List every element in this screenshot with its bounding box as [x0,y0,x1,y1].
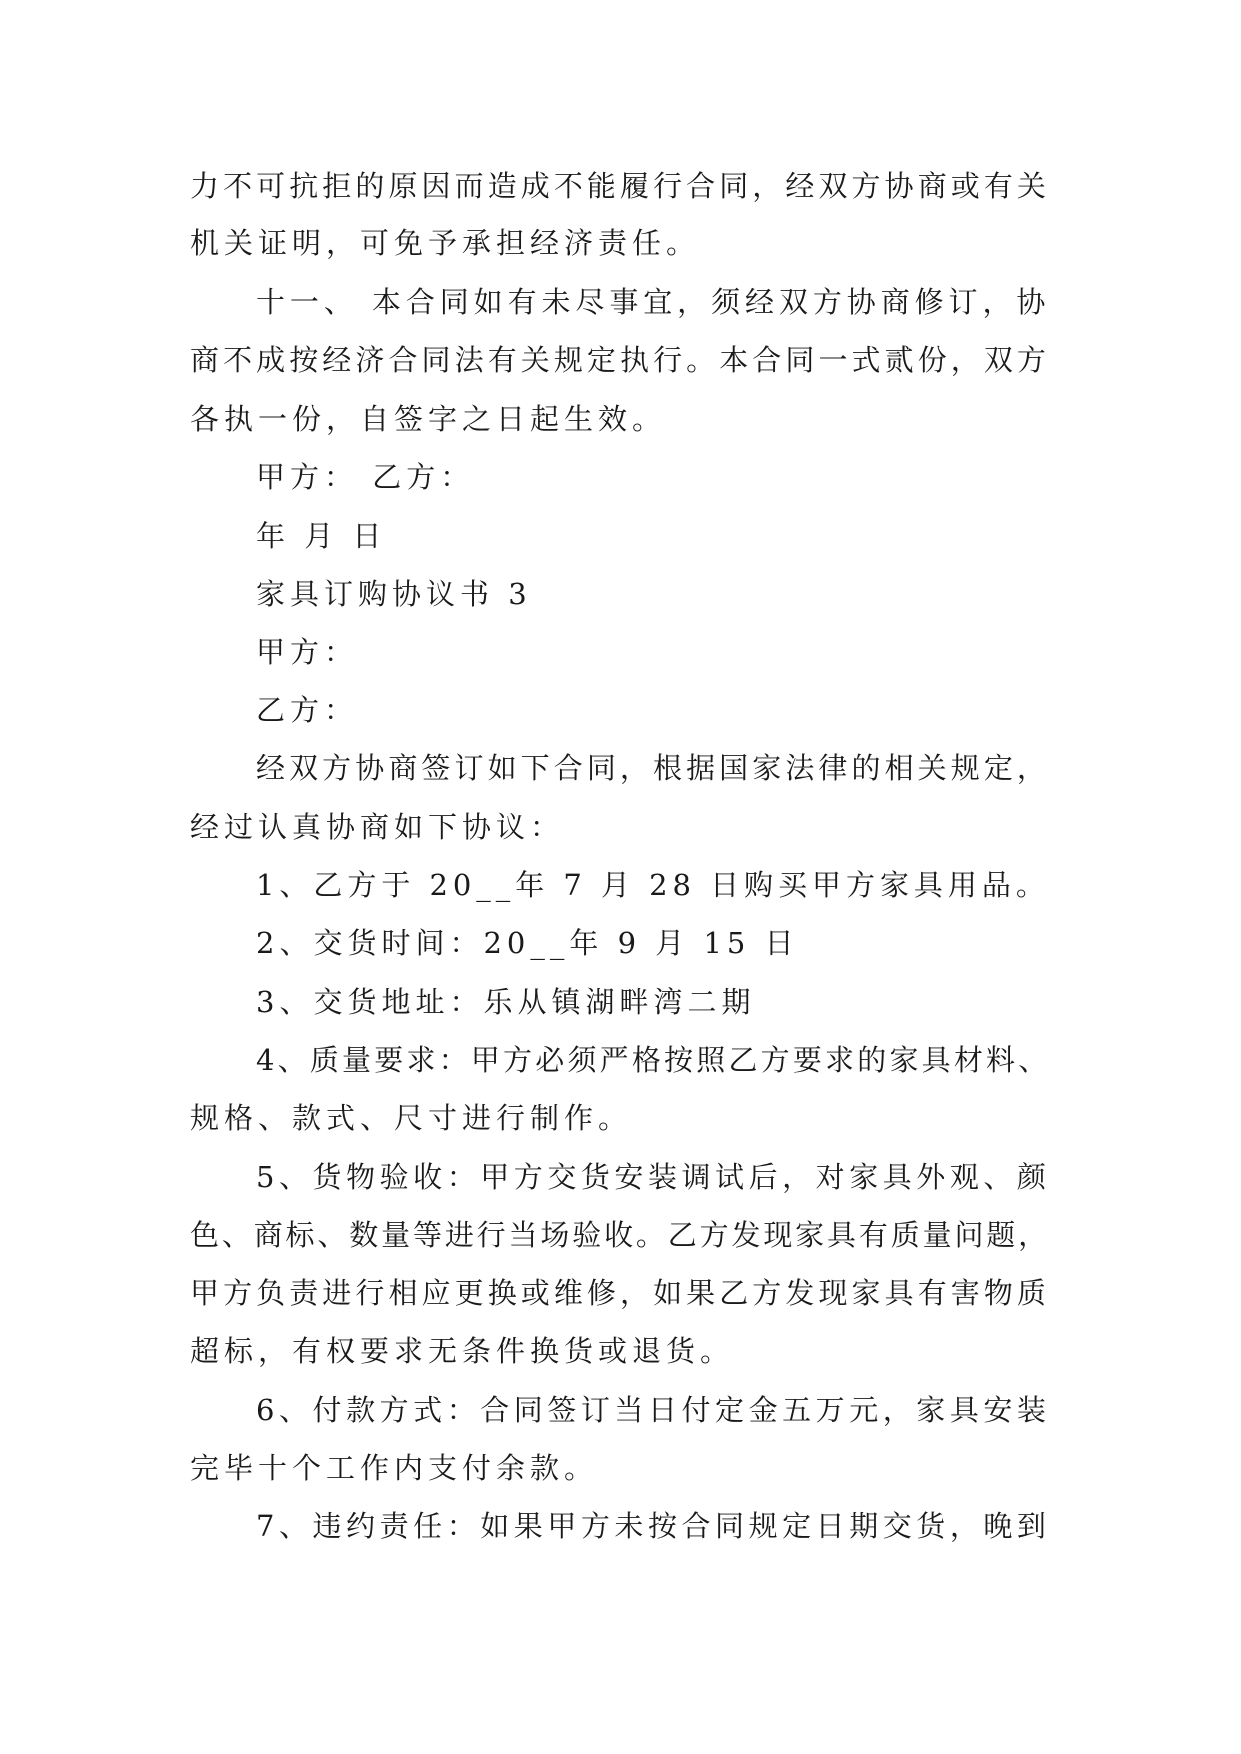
body-text-line: 超标，有权要求无条件换货或退货。 [190,1334,735,1368]
clause-4: 4、质量要求：甲方必须严格按照乙方要求的家具材料、 [256,1043,1051,1077]
clause-1: 1、乙方于 20__年 7 月 28 日购买甲方家具用品。 [256,868,1050,902]
body-text-line: 商不成按经济合同法有关规定执行。本合同一式贰份，双方 [190,343,1051,377]
clause-5: 5、货物验收：甲方交货安装调试后，对家具外观、颜 [256,1160,1051,1194]
clause-3: 3、交货地址：乐从镇湖畔湾二期 [256,985,756,1019]
signature-parties: 甲方： 乙方： [256,460,475,494]
body-text-line: 甲方负责进行相应更换或维修，如果乙方发现家具有害物质 [190,1276,1051,1310]
party-a-label: 甲方： [256,635,359,669]
section-title: 家具订购协议书 3 [256,577,532,611]
body-text-line: 经过认真协商如下协议： [190,810,565,844]
signature-date: 年 月 日 [256,519,387,553]
body-text-line: 色、商标、数量等进行当场验收。乙方发现家具有质量问题， [190,1218,1051,1252]
clause-eleven: 十一、 本合同如有未尽事宜，须经双方协商修订，协 [256,285,1051,319]
body-text-line: 各执一份，自签字之日起生效。 [190,402,667,436]
body-text-line: 机关证明，可免予承担经济责任。 [190,226,701,260]
party-b-label: 乙方： [256,693,359,727]
clause-6: 6、付款方式：合同签订当日付定金五万元，家具安装 [256,1393,1051,1427]
body-text-line: 规格、款式、尺寸进行制作。 [190,1101,633,1135]
clause-2: 2、交货时间：20__年 9 月 15 日 [256,926,799,960]
body-text-line: 力不可抗拒的原因而造成不能履行合同，经双方协商或有关 [190,169,1051,203]
body-text-line: 完毕十个工作内支付余款。 [190,1451,599,1485]
clause-7: 7、违约责任：如果甲方未按合同规定日期交货，晚到 [256,1509,1051,1543]
intro-paragraph: 经双方协商签订如下合同，根据国家法律的相关规定， [256,751,1051,785]
